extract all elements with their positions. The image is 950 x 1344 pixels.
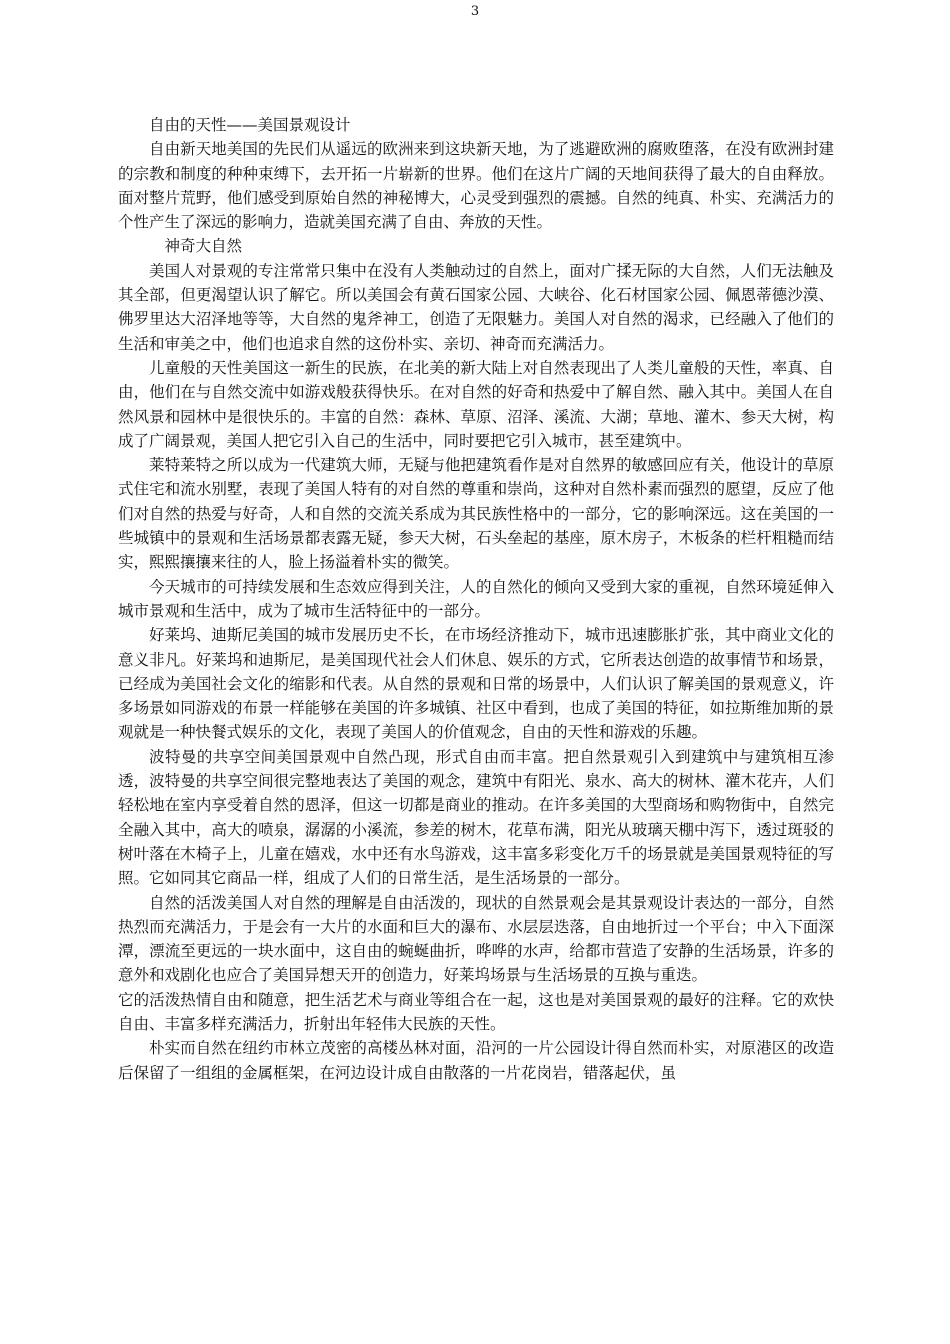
page-number: 3 <box>470 4 480 19</box>
paragraph: 今天城市的可持续发展和生态效应得到关注，人的自然化的倾向又受到大家的重视，自然环境延伸入城市景观和生活中，成为了城市生活特征中的一部分。 <box>118 577 834 620</box>
paragraph: 莱特莱特之所以成为一代建筑大师，无疑与他把建筑看作是对自然界的敏感回应有关，他设计的草原式住宅和流水别墅，表现了美国人特有的对自然的尊重和崇尚，这种对自然朴素而强烈的愿望，反应了他们对自然的热爱与好奇，人和自然的交流关系成为其民族性格中的一部分，它的影响深远。这在美国的一些城镇中的景观和生活场景都表露无疑，参天大树，石头垒起的基座，原木房子，木板条的栏杆粗糙而结实，熙熙攘攘来往的人，脸上扬溢着朴实的微笑。 <box>118 456 834 572</box>
paragraph: 波特曼的共享空间美国景观中自然凸现，形式自由而丰富。把自然景观引入到建筑中与建筑相互渗透，波特曼的共享空间很完整地表达了美国的观念，建筑中有阳光、泉水、高大的树林、灌木花卉，人们轻松地在室内享受着自然的恩泽，但这一切都是商业的推动。在许多美国的大型商场和购物街中，自然完全融入其中，高大的喷泉，潺潺的小溪流，参差的树木，花草布满，阳光从玻璃天棚中泻下，透过斑驳的树叶落在木椅子上，儿童在嬉戏，水中还有水鸟游戏，这丰富多彩变化万千的场景就是美国景观特征的写照。它如同其它商品一样，组成了人们的日常生活，是生活场景的一部分。 <box>118 747 834 888</box>
paragraph: 自由新天地美国的先民们从遥远的欧洲来到这块新天地，为了逃避欧洲的腐败堕落，在没有欧洲封建的宗教和制度的种种束缚下，去开拓一片崭新的世界。他们在这片广阔的天地间获得了最大的自由释放。面对整片荒野，他们感受到原始自然的神秘博大，心灵受到强烈的震撼。自然的纯真、朴实、充满活力的个性产生了深远的影响力，造就美国充满了自由、奔放的天性。 <box>118 140 834 232</box>
document-body <box>118 113 834 1085</box>
section-heading: 神奇大自然 <box>164 237 243 256</box>
document-title: 自由的天性——美国景观设计 <box>149 116 351 134</box>
paragraph: 自然的活泼美国人对自然的理解是自由活泼的，现状的自然景观会是其景观设计表达的一部分，自然热烈而充满活力，于是会有一大片的水面和巨大的瀑布、水层层迭落，自由地折过一个平台；中入下面深潭，漂流至更远的一块水面中，这自由的蜿蜒曲折，哗哗的水声，给都市营造了安静的生活场景，许多的意外和戏剧化也应合了美国异想天开的创造力，好莱坞场景与生活场景的互换与重迭。 <box>118 893 834 985</box>
paragraph: 好莱坞、迪斯尼美国的城市发展历史不长，在市场经济推动下，城市迅速膨胀扩张，其中商业文化的意义非凡。好莱坞和迪斯尼，是美国现代社会人们休息、娱乐的方式，它所表达创造的故事情节和场景，已经成为美国社会文化的缩影和代表。从自然的景观和日常的场景中，人们认识了解美国的景观意义，许多场景如同游戏的布景一样能够在美国的许多城镇、社区中看到，也成了美国的特征，如拉斯维加斯的景观就是一种快餐式娱乐的文化，表现了美国人的价值观念，自由的天性和游戏的乐趣。 <box>118 626 834 742</box>
paragraph: 美国人对景观的专注常常只集中在没有人类触动过的自然上，面对广揉无际的大自然，人们无法触及其全部，但更渴望认识了解它。所以美国会有黄石国家公园、大峡谷、化石材国家公园、佩恩蒂德沙漠、佛罗里达大沼泽地等等，大自然的鬼斧神工，创造了无限魅力。美国人对自然的渴求，已经融入了他们的生活和审美之中，他们也追求自然的这份朴实、亲切、神奇而充满活力。 <box>118 261 834 353</box>
paragraph: 它的活泼热情自由和随意，把生活艺术与商业等组合在一起，这也是对美国景观的最好的注释。它的欢快自由、丰富多样充满活力，折射出年轻伟大民族的天性。 <box>118 990 834 1033</box>
paragraph: 朴实而自然在纽约市林立茂密的高楼丛林对面，沿河的一片公园设计得自然而朴实，对原港区的改造后保留了一组组的金属框架，在河边设计成自由散落的一片花岗岩，错落起伏，虽 <box>118 1039 834 1082</box>
paragraph: 儿童般的天性美国这一新生的民族，在北美的新大陆上对自然表现出了人类儿童般的天性，率真、自由，他们在与自然交流中如游戏般获得快乐。在对自然的好奇和热爱中了解自然、融入其中。美国人在自然风景和园林中是很快乐的。丰富的自然：森林、草原、沼泽、溪流、大湖；草地、灌木、参天大树，构成了广阔景观，美国人把它引入自己的生活中，同时要把它引入城市，甚至建筑中。 <box>118 358 834 450</box>
